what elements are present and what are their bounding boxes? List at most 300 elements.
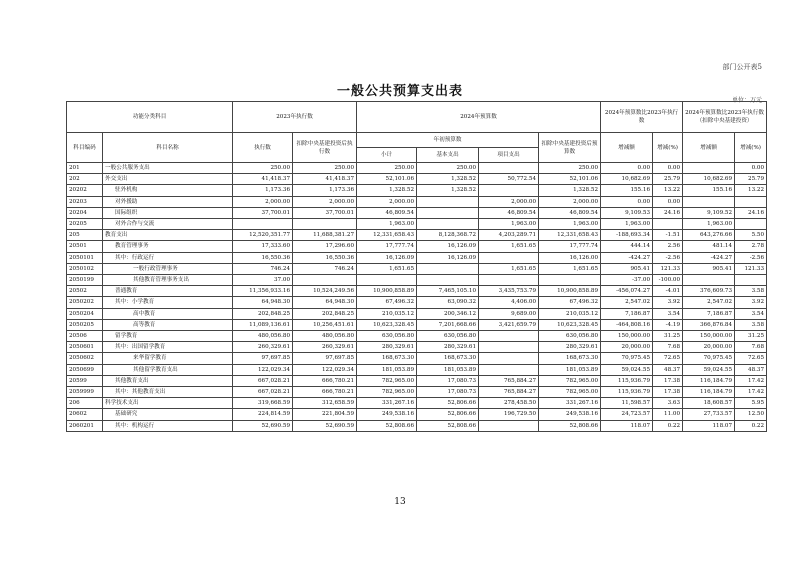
header-exec-ex: 扣除中央基建投资后执行数 xyxy=(293,133,357,163)
row-value: 10,524,249.56 xyxy=(293,286,357,297)
row-value: 3.54 xyxy=(735,308,767,319)
row-value: 17.38 xyxy=(653,375,683,386)
row-code: 2060201 xyxy=(67,420,103,431)
row-value: -1.51 xyxy=(653,230,683,241)
row-value: 0.00 xyxy=(601,163,653,174)
row-value: 168,673.30 xyxy=(539,353,601,364)
row-code: 202 xyxy=(67,174,103,185)
row-value: 1,651.65 xyxy=(539,263,601,274)
table-row xyxy=(67,275,767,286)
row-value: 17.38 xyxy=(653,387,683,398)
row-value: 2.56 xyxy=(653,241,683,252)
row-value: 249,538.16 xyxy=(539,409,601,420)
table-row xyxy=(67,297,767,308)
table-row xyxy=(67,398,767,409)
row-value: 59,024.55 xyxy=(683,364,735,375)
row-name: 其中：其他教育支出 xyxy=(103,387,233,398)
table-row xyxy=(67,174,767,185)
row-value: 1,651.65 xyxy=(479,263,539,274)
table-row xyxy=(67,308,767,319)
row-value: 16,550.36 xyxy=(233,252,293,263)
row-value: 181,053.89 xyxy=(417,364,479,375)
row-value xyxy=(417,196,479,207)
row-code: 201 xyxy=(67,163,103,174)
row-value xyxy=(417,219,479,230)
row-value: 17.42 xyxy=(735,387,767,398)
row-value: 118.07 xyxy=(683,420,735,431)
row-name: 基础研究 xyxy=(103,409,233,420)
row-code: 20204 xyxy=(67,207,103,218)
row-value: 630,056.80 xyxy=(357,331,417,342)
row-value: 25.79 xyxy=(653,174,683,185)
row-value: 280,329.61 xyxy=(417,342,479,353)
row-value: 168,673.30 xyxy=(417,353,479,364)
row-name: 驻外机构 xyxy=(103,185,233,196)
row-value: 20,000.00 xyxy=(683,342,735,353)
row-value: 250.00 xyxy=(539,163,601,174)
row-value: 122,029.34 xyxy=(293,364,357,375)
row-value: 210,035.12 xyxy=(539,308,601,319)
row-value: 782,965.00 xyxy=(539,375,601,386)
row-value: 118.07 xyxy=(601,420,653,431)
row-code: 2050699 xyxy=(67,364,103,375)
row-value: 250.00 xyxy=(417,163,479,174)
row-value: 480,056.80 xyxy=(293,331,357,342)
row-value: 0.00 xyxy=(653,163,683,174)
header-inc-pct-ex: 增减(%) xyxy=(735,133,767,163)
row-value: 0.22 xyxy=(735,420,767,431)
row-value: 11,688,381.27 xyxy=(293,230,357,241)
header-func-class: 功能分类科目 xyxy=(67,102,233,133)
row-value: 12.50 xyxy=(735,409,767,420)
row-value: 52,690.59 xyxy=(293,420,357,431)
row-value: 905.41 xyxy=(683,263,735,274)
row-value xyxy=(479,364,539,375)
row-value: 7.68 xyxy=(735,342,767,353)
row-value xyxy=(479,163,539,174)
row-value: 280,329.61 xyxy=(357,342,417,353)
row-value: 1,963.00 xyxy=(357,219,417,230)
row-value: 250.00 xyxy=(293,163,357,174)
row-value: 250.00 xyxy=(357,163,417,174)
row-value: 1,173.36 xyxy=(293,185,357,196)
row-code: 2050199 xyxy=(67,275,103,286)
row-value: 1,963.00 xyxy=(539,219,601,230)
table-row xyxy=(67,342,767,353)
row-value: 782,965.00 xyxy=(357,387,417,398)
row-value: 67,496.32 xyxy=(357,297,417,308)
row-name: 其他教育支出 xyxy=(103,375,233,386)
row-value: 2,547.02 xyxy=(683,297,735,308)
row-value: 16,126.00 xyxy=(539,252,601,263)
row-code: 20502 xyxy=(67,286,103,297)
row-value: 10,256,451.61 xyxy=(293,319,357,330)
row-value: 52,690.59 xyxy=(233,420,293,431)
row-value: 196,729.50 xyxy=(479,409,539,420)
table-row xyxy=(67,196,767,207)
row-value: 7,186.87 xyxy=(683,308,735,319)
row-value: 11,598.57 xyxy=(601,398,653,409)
row-value: 9,109.53 xyxy=(601,207,653,218)
header-budget-2024: 2024年预算数 xyxy=(357,102,601,133)
row-value: 2.78 xyxy=(735,241,767,252)
header-basic: 基本支出 xyxy=(417,148,479,163)
row-value: 181,053.89 xyxy=(539,364,601,375)
row-value: 1,963.00 xyxy=(601,219,653,230)
row-value: 72.65 xyxy=(653,353,683,364)
row-value: 278,458.50 xyxy=(479,398,539,409)
row-value: 260,329.61 xyxy=(293,342,357,353)
row-value: -424.27 xyxy=(683,252,735,263)
row-name: 普通教育 xyxy=(103,286,233,297)
row-name: 外交支出 xyxy=(103,174,233,185)
row-value: 50,772.54 xyxy=(479,174,539,185)
row-value xyxy=(357,275,417,286)
row-value: 4,203,289.71 xyxy=(479,230,539,241)
header-budget-ex: 扣除中央基建投资后预算数 xyxy=(539,133,601,163)
row-value: 1,328.52 xyxy=(417,185,479,196)
row-value: 20,000.00 xyxy=(601,342,653,353)
row-code: 20202 xyxy=(67,185,103,196)
row-value: 221,804.59 xyxy=(293,409,357,420)
row-value xyxy=(479,331,539,342)
row-value: 70,975.45 xyxy=(683,353,735,364)
row-name: 一般行政管理事务 xyxy=(103,263,233,274)
unit-label: 单位：万元 xyxy=(731,97,762,104)
table-row xyxy=(67,420,767,431)
row-value: 3.92 xyxy=(653,297,683,308)
row-value: 666,780.21 xyxy=(293,387,357,398)
row-value: 181,053.89 xyxy=(357,364,417,375)
row-value: 52,808.66 xyxy=(357,420,417,431)
table-row xyxy=(67,163,767,174)
table-row xyxy=(67,263,767,274)
row-value: 12,331,658.43 xyxy=(357,230,417,241)
row-value: 48.37 xyxy=(653,364,683,375)
row-value: 782,965.00 xyxy=(357,375,417,386)
row-value: 2,000.00 xyxy=(479,196,539,207)
row-name: 其中：机构运行 xyxy=(103,420,233,431)
row-value: 319,668.59 xyxy=(233,398,293,409)
row-value: 782,965.00 xyxy=(539,387,601,398)
row-value: 8,128,368.72 xyxy=(417,230,479,241)
table-row xyxy=(67,331,767,342)
row-value: 2,000.00 xyxy=(293,196,357,207)
row-value: 52,806.66 xyxy=(417,398,479,409)
page-number: 13 xyxy=(394,497,406,507)
table-row xyxy=(67,353,767,364)
row-value: 10,900,858.89 xyxy=(539,286,601,297)
row-value: 67,496.32 xyxy=(539,297,601,308)
row-value xyxy=(479,252,539,263)
row-value: 1,963.00 xyxy=(683,219,735,230)
row-value: -464,808.16 xyxy=(601,319,653,330)
row-value: 52,101.06 xyxy=(539,174,601,185)
row-value: 168,673.30 xyxy=(357,353,417,364)
row-code: 2050202 xyxy=(67,297,103,308)
row-value xyxy=(479,353,539,364)
row-value: 3,421,659.79 xyxy=(479,319,539,330)
header-cmp-exec-ex: 2024年预算数比2023年执行数（扣除中央基建投资） xyxy=(683,102,767,133)
row-value: 2,000.00 xyxy=(233,196,293,207)
row-code: 20506 xyxy=(67,331,103,342)
row-value: 331,267.16 xyxy=(539,398,601,409)
row-value: 249,538.16 xyxy=(357,409,417,420)
row-value: 630,056.80 xyxy=(539,331,601,342)
row-code: 205 xyxy=(67,230,103,241)
row-name: 其中：出国留学教育 xyxy=(103,342,233,353)
row-value: 16,126.09 xyxy=(417,252,479,263)
row-value: -2.56 xyxy=(653,252,683,263)
row-value: 630,056.80 xyxy=(417,331,479,342)
row-value: 17,296.60 xyxy=(293,241,357,252)
row-value: 3,435,753.79 xyxy=(479,286,539,297)
header-name: 科目名称 xyxy=(103,133,233,163)
row-value: 12,520,351.77 xyxy=(233,230,293,241)
header-exec: 执行数 xyxy=(233,133,293,163)
row-value: 202,848.25 xyxy=(293,308,357,319)
row-value: 1,328.52 xyxy=(417,174,479,185)
row-value: 3.54 xyxy=(653,308,683,319)
row-value: -37.00 xyxy=(601,275,653,286)
row-value: 210,035.12 xyxy=(357,308,417,319)
row-value: 480,056.80 xyxy=(233,331,293,342)
row-value: 7.68 xyxy=(653,342,683,353)
header-project: 项目支出 xyxy=(479,148,539,163)
row-value: -424.27 xyxy=(601,252,653,263)
row-value: 52,806.66 xyxy=(417,409,479,420)
row-value: 24.16 xyxy=(735,207,767,218)
row-value: 122,029.34 xyxy=(233,364,293,375)
row-value: 202,848.25 xyxy=(233,308,293,319)
row-value: 7,465,105.10 xyxy=(417,286,479,297)
row-value: 27,733.57 xyxy=(683,409,735,420)
row-value: 16,126.09 xyxy=(357,252,417,263)
row-value: 905.41 xyxy=(601,263,653,274)
row-value: 1,173.36 xyxy=(233,185,293,196)
row-name: 教育支出 xyxy=(103,230,233,241)
row-value: 1,651.65 xyxy=(479,241,539,252)
row-value: 366,876.84 xyxy=(683,319,735,330)
table-row xyxy=(67,207,767,218)
row-value: 3.58 xyxy=(735,286,767,297)
row-value: 17,333.60 xyxy=(233,241,293,252)
row-value: -456,074.27 xyxy=(601,286,653,297)
row-value: 2,000.00 xyxy=(357,196,417,207)
row-value: 115,936.79 xyxy=(601,387,653,398)
row-value: 666,780.21 xyxy=(293,375,357,386)
row-value: 10,623,328.45 xyxy=(357,319,417,330)
row-value: 46,809.54 xyxy=(539,207,601,218)
row-value: 1,328.52 xyxy=(539,185,601,196)
row-code: 2050205 xyxy=(67,319,103,330)
row-value: 31.25 xyxy=(735,331,767,342)
header-subtotal: 小计 xyxy=(357,148,417,163)
row-value: 224,814.59 xyxy=(233,409,293,420)
row-value: 280,329.61 xyxy=(539,342,601,353)
table-row xyxy=(67,185,767,196)
row-value xyxy=(479,275,539,286)
row-value: 37,700.01 xyxy=(293,207,357,218)
row-code: 2050602 xyxy=(67,353,103,364)
row-value: 9,109.52 xyxy=(683,207,735,218)
row-value: 667,028.21 xyxy=(233,375,293,386)
row-value: 18,608.57 xyxy=(683,398,735,409)
row-value: 41,418.37 xyxy=(293,174,357,185)
row-value: -188,693.34 xyxy=(601,230,653,241)
row-value: 121.33 xyxy=(735,263,767,274)
row-value: 48.37 xyxy=(735,364,767,375)
row-value: 10,682.69 xyxy=(601,174,653,185)
row-value: 64,948.30 xyxy=(233,297,293,308)
table-row xyxy=(67,375,767,386)
row-value: 17,777.74 xyxy=(357,241,417,252)
header-exec-2023: 2023年执行数 xyxy=(233,102,357,133)
row-value: 116,184.79 xyxy=(683,375,735,386)
row-value: 24,723.57 xyxy=(601,409,653,420)
row-name: 科学技术支出 xyxy=(103,398,233,409)
row-value: 3.63 xyxy=(653,398,683,409)
row-value: 7,201,668.66 xyxy=(417,319,479,330)
row-value: 5.95 xyxy=(735,398,767,409)
row-value: 25.79 xyxy=(735,174,767,185)
row-value xyxy=(293,219,357,230)
row-value: 11,089,136.61 xyxy=(233,319,293,330)
row-value: 97,697.85 xyxy=(293,353,357,364)
row-name: 教育管理事务 xyxy=(103,241,233,252)
row-value: -2.56 xyxy=(735,252,767,263)
row-value xyxy=(683,196,735,207)
row-value: 0.00 xyxy=(601,196,653,207)
row-value xyxy=(683,275,735,286)
row-value: -4.19 xyxy=(653,319,683,330)
row-value: 46,809.54 xyxy=(357,207,417,218)
row-code: 2050601 xyxy=(67,342,103,353)
row-value: 746.24 xyxy=(293,263,357,274)
row-value xyxy=(683,163,735,174)
table-row xyxy=(67,364,767,375)
table-row xyxy=(67,387,767,398)
row-value: 116,184.79 xyxy=(683,387,735,398)
row-value: 250.00 xyxy=(233,163,293,174)
row-name: 其中：行政运行 xyxy=(103,252,233,263)
header-cmp-exec: 2024年预算数比2023年执行数 xyxy=(601,102,683,133)
row-name: 留学教育 xyxy=(103,331,233,342)
row-value: 121.33 xyxy=(653,263,683,274)
row-value: 2,547.02 xyxy=(601,297,653,308)
header-initial: 年初预算数 xyxy=(357,133,539,148)
row-code: 20602 xyxy=(67,409,103,420)
row-code: 2050102 xyxy=(67,263,103,274)
row-value xyxy=(653,219,683,230)
row-value: 52,808.66 xyxy=(417,420,479,431)
row-value xyxy=(735,196,767,207)
table-row xyxy=(67,241,767,252)
row-name: 一般公共服务支出 xyxy=(103,163,233,174)
table-row xyxy=(67,286,767,297)
row-value xyxy=(233,219,293,230)
row-value: 746.24 xyxy=(233,263,293,274)
table-body xyxy=(67,163,767,432)
row-value: 115,936.79 xyxy=(601,375,653,386)
row-value: 97,697.85 xyxy=(233,353,293,364)
row-name: 高等教育 xyxy=(103,319,233,330)
row-value: 37.00 xyxy=(233,275,293,286)
row-value xyxy=(479,420,539,431)
row-value xyxy=(735,219,767,230)
row-code: 206 xyxy=(67,398,103,409)
table-row xyxy=(67,219,767,230)
row-value: 150,000.00 xyxy=(683,331,735,342)
row-value: 150,000.00 xyxy=(601,331,653,342)
row-value: 37,700.01 xyxy=(233,207,293,218)
row-code: 2050101 xyxy=(67,252,103,263)
budget-table xyxy=(66,101,767,432)
row-name: 来华留学教育 xyxy=(103,353,233,364)
row-name: 其中：小学教育 xyxy=(103,297,233,308)
row-value: 17.42 xyxy=(735,375,767,386)
table-row xyxy=(67,409,767,420)
row-value: 16,550.36 xyxy=(293,252,357,263)
row-value: 59,024.55 xyxy=(601,364,653,375)
row-value: -4.01 xyxy=(653,286,683,297)
row-value: 376,609.73 xyxy=(683,286,735,297)
row-value: 5.50 xyxy=(735,230,767,241)
header-code: 科目编码 xyxy=(67,133,103,163)
row-value: 9,689.00 xyxy=(479,308,539,319)
row-value xyxy=(479,185,539,196)
row-name: 其他留学教育支出 xyxy=(103,364,233,375)
row-value xyxy=(735,275,767,286)
row-value: 444.14 xyxy=(601,241,653,252)
row-value: 13.22 xyxy=(653,185,683,196)
row-value: 31.25 xyxy=(653,331,683,342)
row-value: 72.65 xyxy=(735,353,767,364)
row-value: 643,276.66 xyxy=(683,230,735,241)
row-value: 63,090.32 xyxy=(417,297,479,308)
header-inc-amt-ex: 增减额 xyxy=(683,133,735,163)
row-value: 765,884.27 xyxy=(479,387,539,398)
row-value: 481.14 xyxy=(683,241,735,252)
row-value: 3.92 xyxy=(735,297,767,308)
row-value: 70,975.45 xyxy=(601,353,653,364)
row-value: 17,777.74 xyxy=(539,241,601,252)
table-row xyxy=(67,252,767,263)
row-value: 1,963.00 xyxy=(479,219,539,230)
row-value: 46,809.54 xyxy=(479,207,539,218)
table-row xyxy=(67,230,767,241)
row-value: 155.16 xyxy=(683,185,735,196)
row-name: 对外合作与交流 xyxy=(103,219,233,230)
row-value: 12,331,658.43 xyxy=(539,230,601,241)
page-title: 一般公共预算支出表 xyxy=(336,84,463,99)
row-value: -100.00 xyxy=(653,275,683,286)
header-inc-pct: 增减(%) xyxy=(653,133,683,163)
row-value: 52,808.66 xyxy=(539,420,601,431)
row-code: 20501 xyxy=(67,241,103,252)
row-name: 其他教育管理事务支出 xyxy=(103,275,233,286)
row-code: 20599 xyxy=(67,375,103,386)
row-value xyxy=(479,342,539,353)
row-value: 24.16 xyxy=(653,207,683,218)
row-value: 52,101.06 xyxy=(357,174,417,185)
row-value: 3.58 xyxy=(735,319,767,330)
row-code: 20203 xyxy=(67,196,103,207)
row-value: 260,329.61 xyxy=(233,342,293,353)
row-value: 200,346.12 xyxy=(417,308,479,319)
row-value xyxy=(293,275,357,286)
row-value: 765,884.27 xyxy=(479,375,539,386)
